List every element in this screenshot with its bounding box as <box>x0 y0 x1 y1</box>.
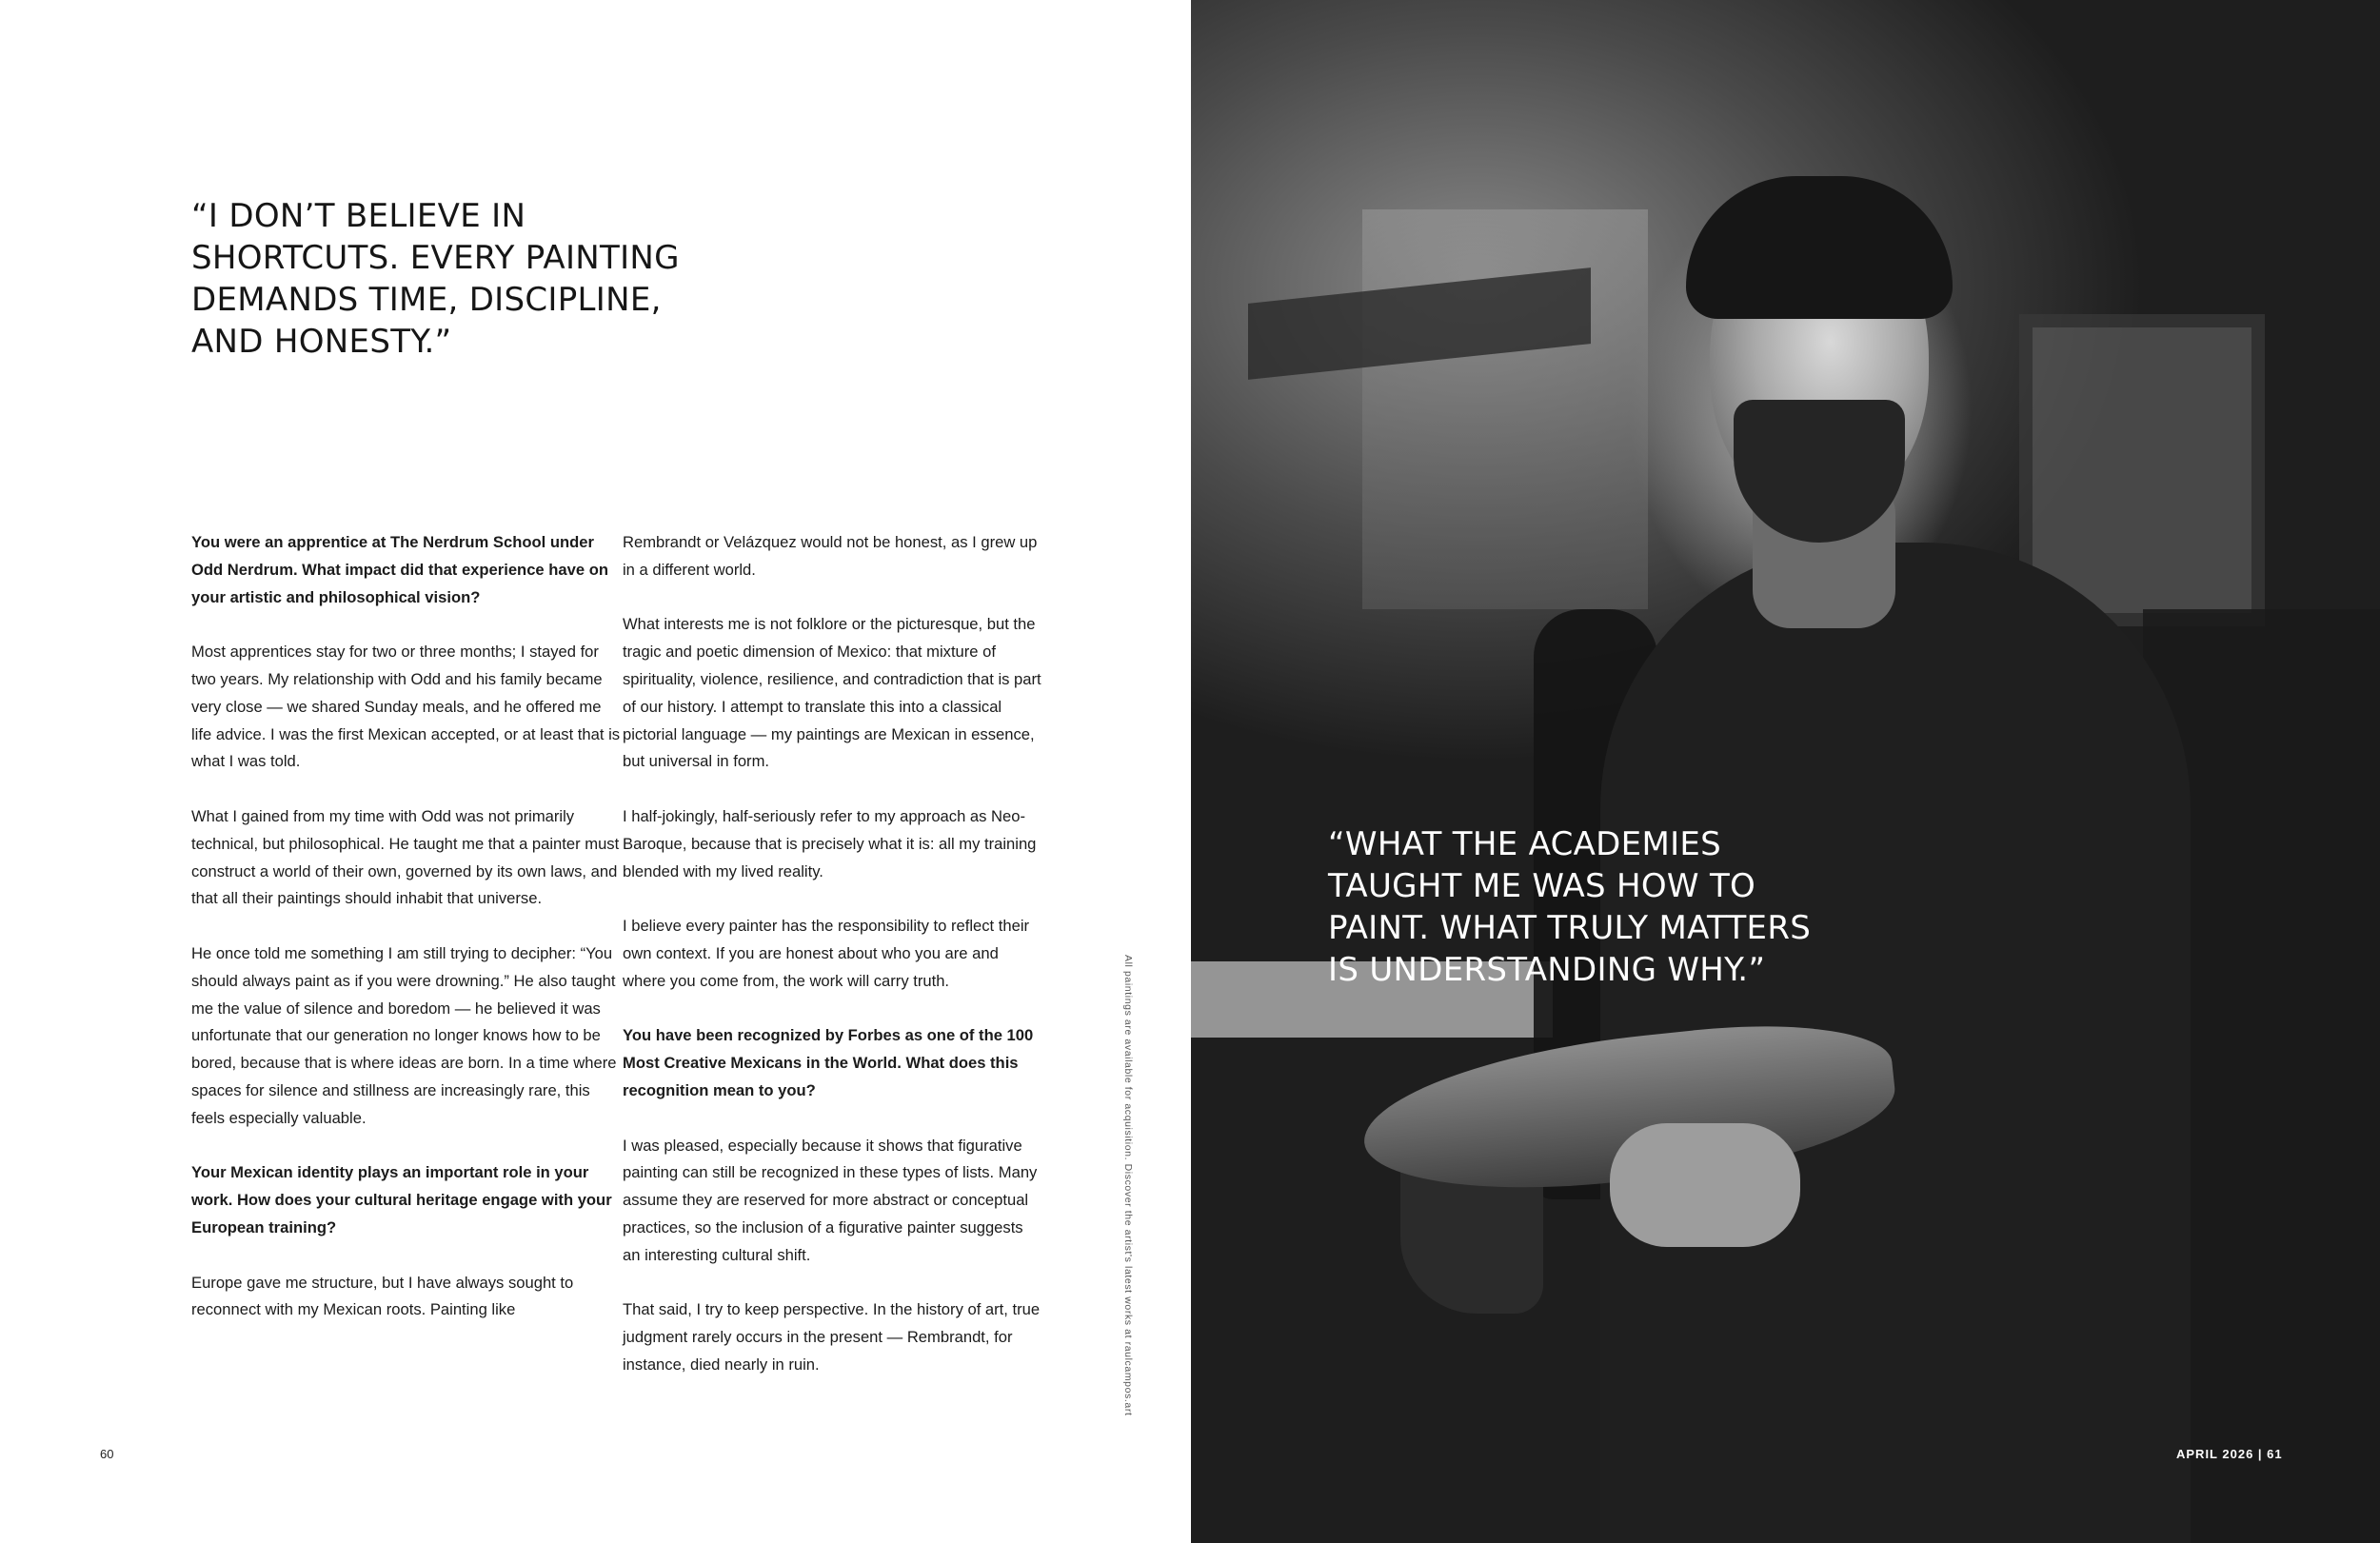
interview-question: You were an apprentice at The Nerdrum School under Odd Nerdrum. What impact did that experience have on your artistic and philosophical vision? <box>191 533 608 606</box>
page-number-left: 60 <box>100 1447 114 1461</box>
acquisition-note <box>1121 955 1138 1421</box>
photo-figure-hair <box>1686 176 1953 319</box>
interview-answer: I was pleased, especially because it shows that figurative painting can still be recognized in these types of lists. Many assume they are reserved for more abstract or conceptual practices, so the inclusion of a figurative painter suggests an interesting cultural shift. <box>623 1136 1038 1264</box>
interview-column-1 <box>191 529 625 1352</box>
interview-answer: I half-jokingly, half-seriously refer to my approach as Neo-Baroque, because that is precisely what it is: all my training blended with my lived reality. <box>623 806 1037 880</box>
interview-answer: Europe gave me structure, but I have always sought to reconnect with my Mexican roots. Painting like <box>191 1273 574 1319</box>
interview-answer: That said, I try to keep perspective. In the history of art, true judgment rarely occurs in the present — Rembrandt, for instance, died nearly in ruin. <box>623 1300 1041 1374</box>
interview-answer: Rembrandt or Velázquez would not be honest, as I grew up in a different world. <box>623 533 1038 579</box>
interview-answer: What interests me is not folklore or the picturesque, but the tragic and poetic dimension of Mexico: that mixture of spirituality, violence, resilience, and contradiction that is part of our history. I attempt to translate this into a classical pictorial language — my paintings are Mexican in essence, but universal in form. <box>623 615 1041 771</box>
interview-question: You have been recognized by Forbes as one of the 100 Most Creative Mexicans in the World. What does this recognition mean to you? <box>623 1026 1034 1099</box>
interview-answer: Most apprentices stay for two or three months; I stayed for two years. My relationship with Odd and his family became very close — we shared Sunday meals, and he offered me life advice. I was the first Mexican accepted, or at least that is what I was told. <box>191 643 621 771</box>
interview-answer: He once told me something I am still trying to decipher: “You should always paint as if you were drowning.” He also taught me the value of silence and boredom — he believed it was unfortunate that our generation no longer knows how to be bored, because that is where ideas are born. In a time where spaces for silence and stillness are increasingly rare, this feels especially valuable. <box>191 943 617 1127</box>
photo-hand <box>1610 1123 1800 1247</box>
acquisition-note-text: All paintings are available for acquisition. Discover the artist's latest works at raulcampos.art <box>1122 955 1134 1416</box>
photo-background-light <box>1362 209 1648 609</box>
page-number-right: APRIL 2026 | 61 <box>2176 1447 2283 1461</box>
pull-quote: “I DON’T BELIEVE IN SHORTCUTS. EVERY PAINTING DEMANDS TIME, DISCIPLINE, AND HONESTY.” <box>191 197 680 361</box>
portrait-photo <box>1191 0 2380 1543</box>
interview-answer: I believe every painter has the responsibility to reflect their own context. If you are honest about who you are and where you come from, the work will carry truth. <box>623 917 1030 990</box>
interview-question: Your Mexican identity plays an important role in your work. How does your cultural heritage engage with your European training? <box>191 1163 612 1236</box>
interview-column-2 <box>623 529 1041 1407</box>
interview-answer: What I gained from my time with Odd was not primarily technical, but philosophical. He taught me that a painter must construct a world of their own, governed by its own laws, and that all their paintings should inhabit that universe. <box>191 806 620 908</box>
photo-pull-quote: “WHAT THE ACADEMIES TAUGHT ME WAS HOW TO PAINT. WHAT TRULY MATTERS IS UNDERSTANDING WHY.” <box>1328 825 1812 989</box>
